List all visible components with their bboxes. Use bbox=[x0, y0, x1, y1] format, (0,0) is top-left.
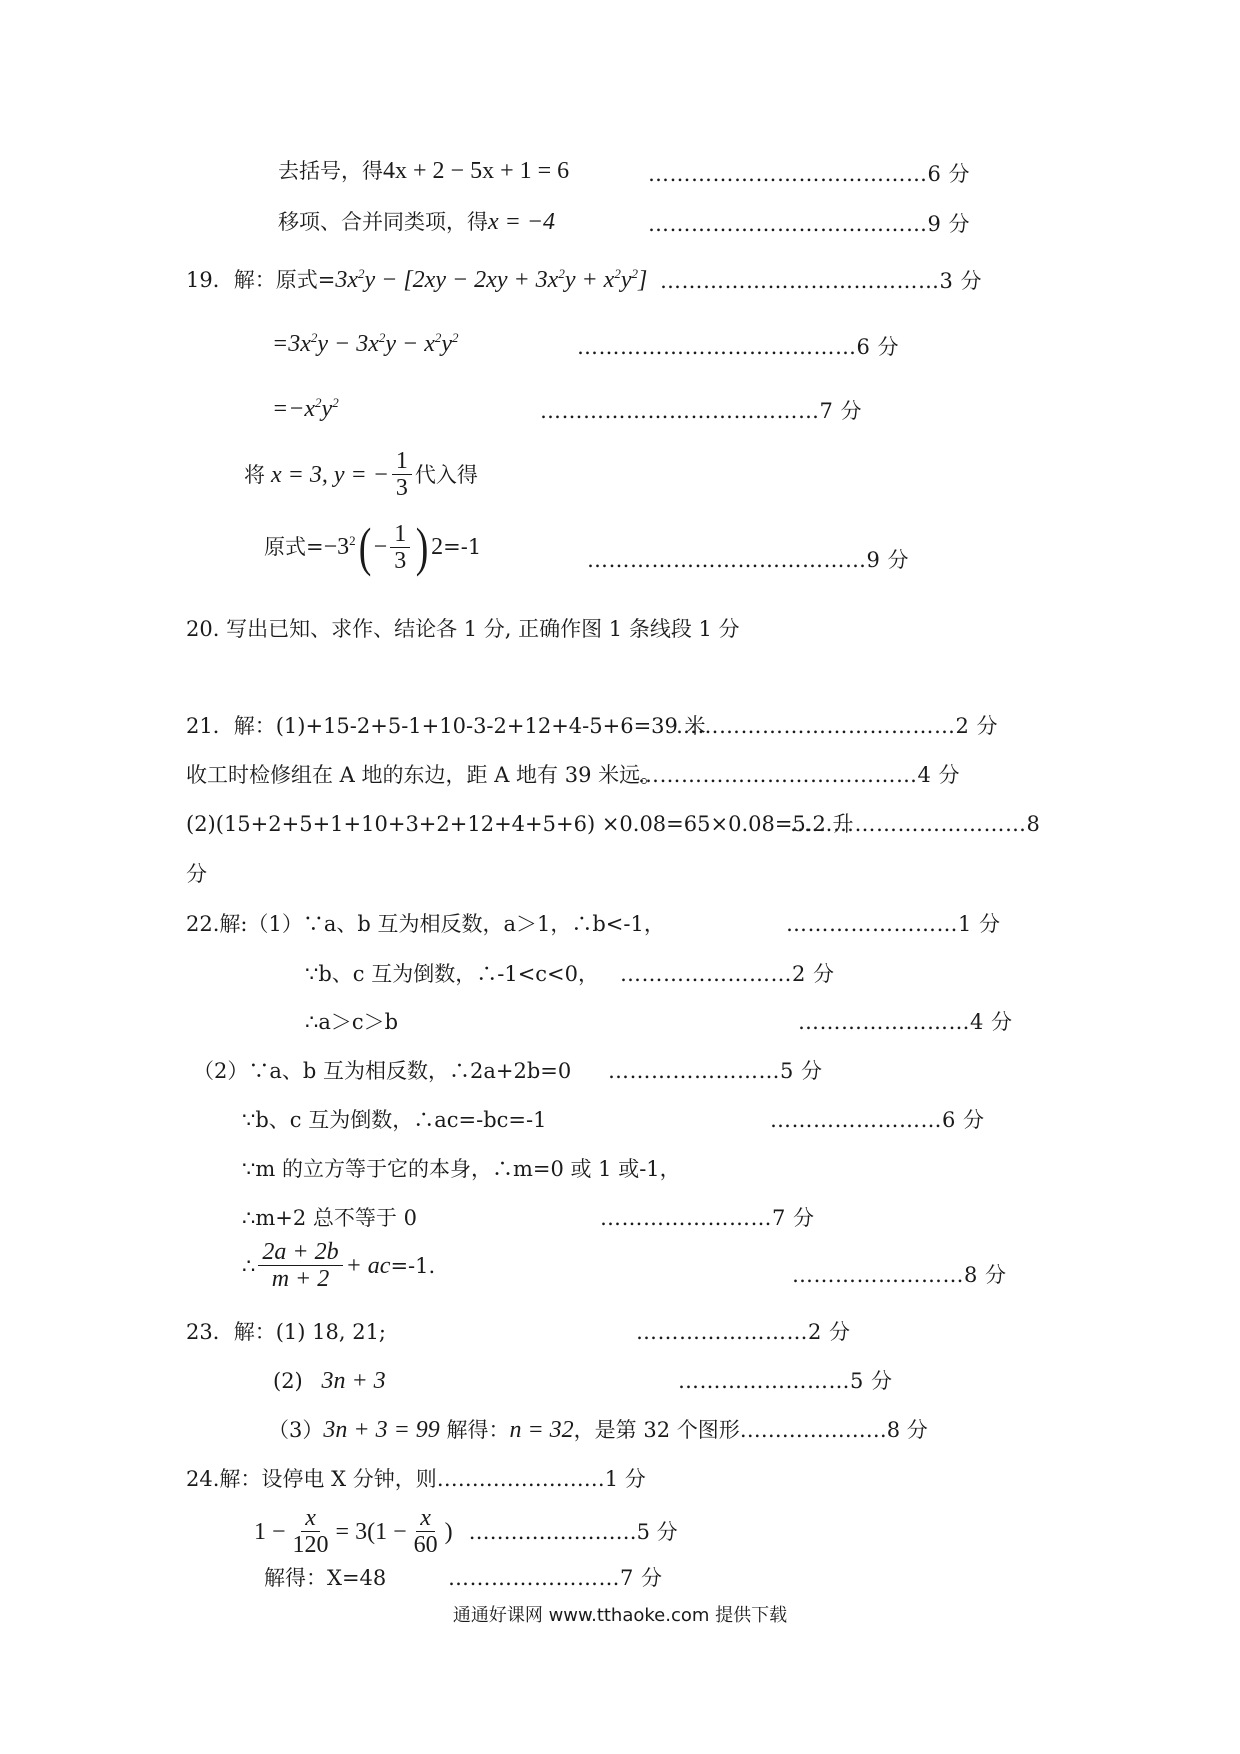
question-22-line-3: ∴a＞c＞b bbox=[305, 1010, 399, 1034]
equation: $=3x^2y - 3x^2y - x^2y^2$ bbox=[272, 330, 459, 357]
score-points: ……………………………8 bbox=[790, 812, 1041, 836]
line-text: 24.解：设停电 X 分钟，则 bbox=[186, 1467, 437, 1491]
therefore-sign: ∴ bbox=[242, 1253, 256, 1278]
question-21-line-2: 收工时检修组在 A 地的东边，距 A 地有 39 米远。 bbox=[186, 763, 662, 787]
score-points: …………………………………6 分 bbox=[577, 335, 900, 359]
fraction: $\frac{x}{120}$ bbox=[292, 1505, 329, 1558]
question-19-line-1 bbox=[186, 266, 647, 294]
question-23-line-1: 23．解：(1) 18, 21; bbox=[186, 1320, 387, 1344]
score-points: …………………8 分 bbox=[739, 1418, 928, 1442]
question-label: 19．解：原式= bbox=[186, 268, 336, 292]
question-22-line-1: 22.解:（1）∵a、b 互为相反数，a＞1，∴b<-1， bbox=[186, 912, 665, 936]
page-footer: 通通好课网 www.tthaoke.com 提供下载 bbox=[452, 1605, 788, 1626]
line-text: （3） bbox=[268, 1418, 324, 1442]
score-points: ……………………8 分 bbox=[792, 1263, 1007, 1287]
equation: $-3^2$ bbox=[323, 533, 356, 560]
solution-line-1 bbox=[278, 157, 569, 185]
fraction: $\frac{1}{3}$ bbox=[392, 448, 412, 501]
fraction: $\frac{2a + 2b}{m + 2}$ bbox=[258, 1239, 342, 1292]
score-points: ……………………5 分 bbox=[468, 1519, 678, 1544]
fraction: $\frac{1}{3}$ bbox=[390, 521, 410, 574]
question-21-line-4: 分 bbox=[186, 862, 207, 886]
equation: 3n + 3 = 99 bbox=[323, 1417, 440, 1443]
line-text: 去括号，得 bbox=[278, 159, 383, 183]
equation: 4x + 2 − 5x + 1 = 6 bbox=[383, 158, 570, 184]
question-21-line-1: 21．解：(1)+15-2+5-1+10-3-2+12+4-5+6=39 米 bbox=[186, 714, 706, 738]
score-points: ……………………1 分 bbox=[436, 1467, 646, 1491]
equation: 1 − bbox=[254, 1518, 286, 1545]
question-23-line-3 bbox=[268, 1416, 928, 1444]
question-22-line-2: ∵b、c 互为倒数，∴-1<c<0， bbox=[305, 962, 600, 986]
question-22-line-7: ∴m+2 总不等于 0 bbox=[242, 1206, 417, 1230]
line-text: (2) bbox=[273, 1369, 303, 1393]
question-21-line-3: (2)(15+2+5+1+10+3+2+12+4+5+6) ×0.08=65×0.08=5.2 升 bbox=[186, 812, 854, 836]
equation: $3x^2y - [2xy - 2xy + 3x^2y + x^2y^2]$ bbox=[335, 266, 648, 293]
score-points: …………………………………4 分 bbox=[638, 763, 961, 787]
score-points: …………………………………9 分 bbox=[648, 212, 971, 236]
line-text: 代入得 bbox=[414, 462, 478, 487]
score-points: …………………………………6 分 bbox=[648, 162, 971, 186]
line-text: 将 bbox=[244, 462, 265, 487]
line-text: ，是第 32 个图形 bbox=[573, 1418, 740, 1442]
question-22-line-8 bbox=[242, 1239, 435, 1292]
score-points: ……………………5 分 bbox=[608, 1059, 823, 1083]
fraction: $\frac{x}{60}$ bbox=[413, 1505, 438, 1558]
line-text: =-1. bbox=[390, 1253, 436, 1278]
score-points: ……………………7 分 bbox=[600, 1206, 815, 1230]
question-22-line-4: （2）∵a、b 互为相反数，∴2a+2b=0 bbox=[193, 1059, 572, 1083]
equation: x = −4 bbox=[488, 209, 556, 235]
question-24-line-2 bbox=[254, 1505, 678, 1558]
line-text: 解得： bbox=[446, 1418, 510, 1442]
equation: ) bbox=[444, 1518, 453, 1545]
score-points: …………………………………9 分 bbox=[587, 548, 910, 572]
question-20: 20. 写出已知、求作、结论各 1 分, 正确作图 1 条线段 1 分 bbox=[186, 617, 740, 641]
question-23-line-2 bbox=[273, 1367, 386, 1395]
left-paren: ( bbox=[358, 517, 371, 577]
equation: = 3(1 − bbox=[335, 1518, 407, 1545]
minus-sign: − bbox=[373, 534, 388, 560]
equation: 3n + 3 bbox=[321, 1368, 386, 1394]
score-points: ……………………6 分 bbox=[770, 1108, 985, 1132]
equation: n = 32 bbox=[509, 1417, 574, 1443]
equation: $=-x^2y^2$ bbox=[272, 395, 339, 422]
equation: x = 3, y = − bbox=[271, 461, 389, 488]
question-19-line-5: 原式= $-3^2$ ( − $\frac{1}{3}$ ) 2 =-1 bbox=[264, 517, 482, 577]
line-text: 原式= bbox=[264, 535, 324, 559]
score-points: ……………………2 分 bbox=[636, 1320, 851, 1344]
score-points: ……………………4 分 bbox=[798, 1010, 1013, 1034]
score-points: …………………………………2 分 bbox=[676, 714, 999, 738]
question-19-line-3 bbox=[272, 395, 339, 423]
score-points: ……………………2 分 bbox=[620, 962, 835, 986]
score-points: ……………………7 分 bbox=[448, 1566, 663, 1590]
question-19-line-2 bbox=[272, 330, 459, 358]
line-text: 移项、合并同类项，得 bbox=[278, 210, 488, 234]
question-24-line-1 bbox=[186, 1465, 646, 1493]
right-paren: ) bbox=[415, 517, 429, 577]
question-24-line-3: 解得：X=48 bbox=[264, 1566, 387, 1590]
equation: + ac bbox=[345, 1252, 391, 1279]
question-22-line-5: ∵b、c 互为倒数，∴ac=-bc=-1 bbox=[242, 1108, 547, 1132]
line-text: =-1 bbox=[443, 535, 482, 559]
score-points: …………………………………3 分 bbox=[660, 269, 983, 293]
score-points: ……………………1 分 bbox=[786, 912, 1001, 936]
score-points: …………………………………7 分 bbox=[540, 399, 863, 423]
question-19-line-4 bbox=[244, 448, 478, 501]
solution-line-2 bbox=[278, 208, 555, 236]
score-points: ……………………5 分 bbox=[678, 1369, 893, 1393]
question-22-line-6: ∵m 的立方等于它的本身，∴m=0 或 1 或-1， bbox=[242, 1157, 681, 1181]
